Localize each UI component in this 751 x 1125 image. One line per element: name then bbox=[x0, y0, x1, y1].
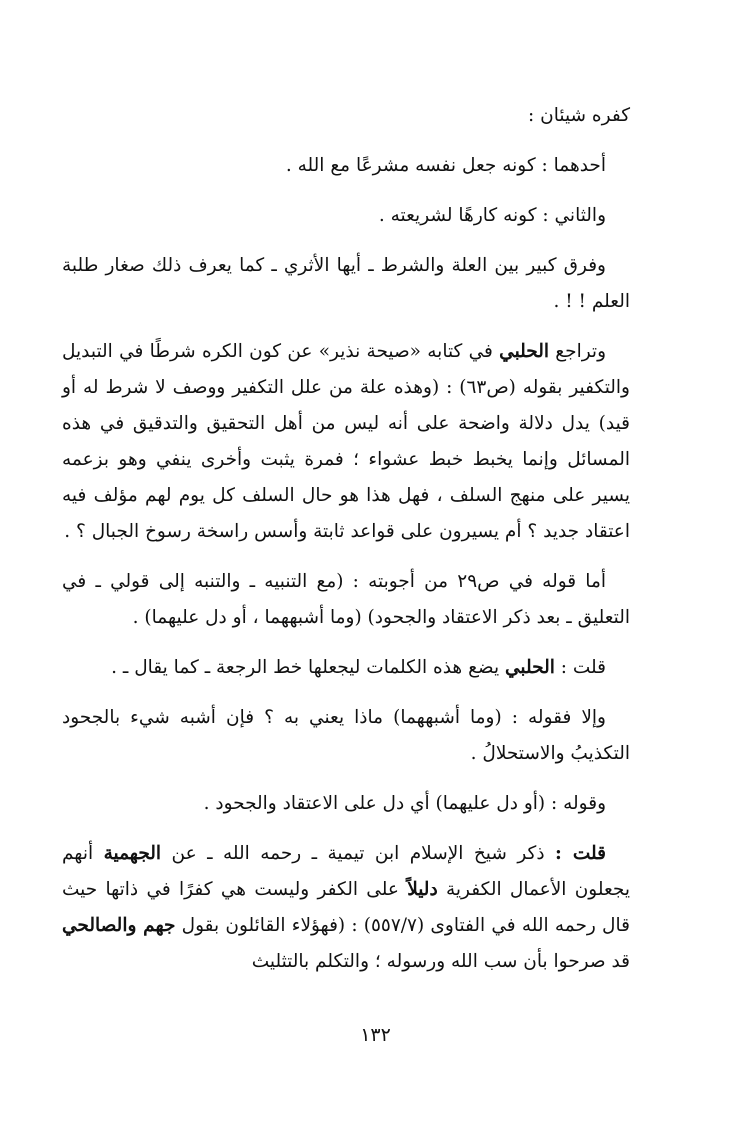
paragraph-2 bbox=[62, 148, 630, 184]
paragraph-10-text-d: قد صرحوا بأن سب الله ورسوله ؛ والتكلم بالتثليث bbox=[251, 951, 630, 972]
paragraph-2-text: أحدهما : كونه جعل نفسه مشرعًا مع الله . bbox=[285, 155, 606, 176]
page-body bbox=[62, 98, 630, 994]
paragraph-9 bbox=[62, 786, 630, 822]
paragraph-7-text-b: يضع هذه الكلمات ليجعلها خط الرجعة ـ كما يقال ـ . bbox=[111, 657, 505, 678]
paragraph-8 bbox=[62, 700, 630, 772]
paragraph-10-bold-names: جهم والصالحي bbox=[62, 915, 176, 936]
paragraph-10-text-b: أنهم يجعلون الأعمال الكفرية bbox=[62, 843, 630, 900]
paragraph-10 bbox=[62, 836, 630, 980]
paragraph-7-text-a: قلت : bbox=[554, 657, 606, 678]
paragraph-10-text-a: ذكر شيخ الإسلام ابن تيمية ـ رحمه الله ـ عن bbox=[161, 843, 556, 864]
paragraph-4-text: وفرق كبير بين العلة والشرط ـ أيها الأثري ـ كما يعرف ذلك صغار طلبة العلم ! ! . bbox=[62, 255, 630, 312]
paragraph-6-text: أما قوله في ص٢٩ من أجوبته : (مع التنبيه ـ والتنبه إلى قولي ـ في التعليق ـ بعد ذكر الاعتقاد والجحود) (وما أشبههما ، أو دل عليهما) . bbox=[62, 571, 630, 628]
paragraph-3-text: والثاني : كونه كارهًا لشريعته . bbox=[378, 205, 606, 226]
paragraph-9-text: وقوله : (أو دل عليهما) أي دل على الاعتقاد والجحود . bbox=[203, 793, 606, 814]
paragraph-3 bbox=[62, 198, 630, 234]
page-number: ١٣٢ bbox=[360, 1024, 391, 1046]
paragraph-10-bold-jahmiyya: الجهمية bbox=[103, 843, 162, 864]
paragraph-7-bold-name: الحلبي bbox=[505, 657, 555, 678]
paragraph-1-text: كفره شيئان : bbox=[528, 105, 630, 126]
paragraph-8-text: وإلا فقوله : (وما أشبههما) ماذا يعني به ؟ فإن أشبه شيء بالجحود التكذيبُ والاستحلالُ . bbox=[62, 707, 630, 764]
paragraph-10-text-c: على الكفر وليست هي كفرًا في ذاتها حيث قال رحمه الله في الفتاوى (٥٥٧/٧) : (فهؤلاء القائلون بقول bbox=[62, 879, 630, 936]
paragraph-5-bold-name: الحلبي bbox=[499, 341, 550, 362]
paragraph-5-text-b: في كتابه «صيحة نذير» عن كون الكره شرطًا في التبديل والتكفير بقوله (ص٦٣) : (وهذه علة من علل التكفير ووصف لا شرط له أو قيد) يدل دلالة واضحة على أنه ليس من أهل التحقيق والتدقيق في هذه المسائل وإنما يخبط خبط عشواء ؛ فمرة يثبت وأخرى ينفي وهو بزعمه يسير على منهج السلف ، فهل هذا هو حال السلف كل يوم لهم مؤلف فيه اعتقاد جديد ؟ أم يسيرون على قواعد ثابتة وأسس راسخة رسوخ الجبال ؟ . bbox=[62, 341, 630, 542]
paragraph-7 bbox=[62, 650, 630, 686]
paragraph-10-bold-dalil: دليلاً bbox=[407, 879, 438, 900]
paragraph-5 bbox=[62, 334, 630, 550]
paragraph-1 bbox=[62, 98, 630, 134]
paragraph-4 bbox=[62, 248, 630, 320]
paragraph-10-bold-lead: قلت : bbox=[555, 843, 607, 864]
paragraph-6 bbox=[62, 564, 630, 636]
paragraph-5-text-a: وتراجع bbox=[549, 341, 606, 362]
